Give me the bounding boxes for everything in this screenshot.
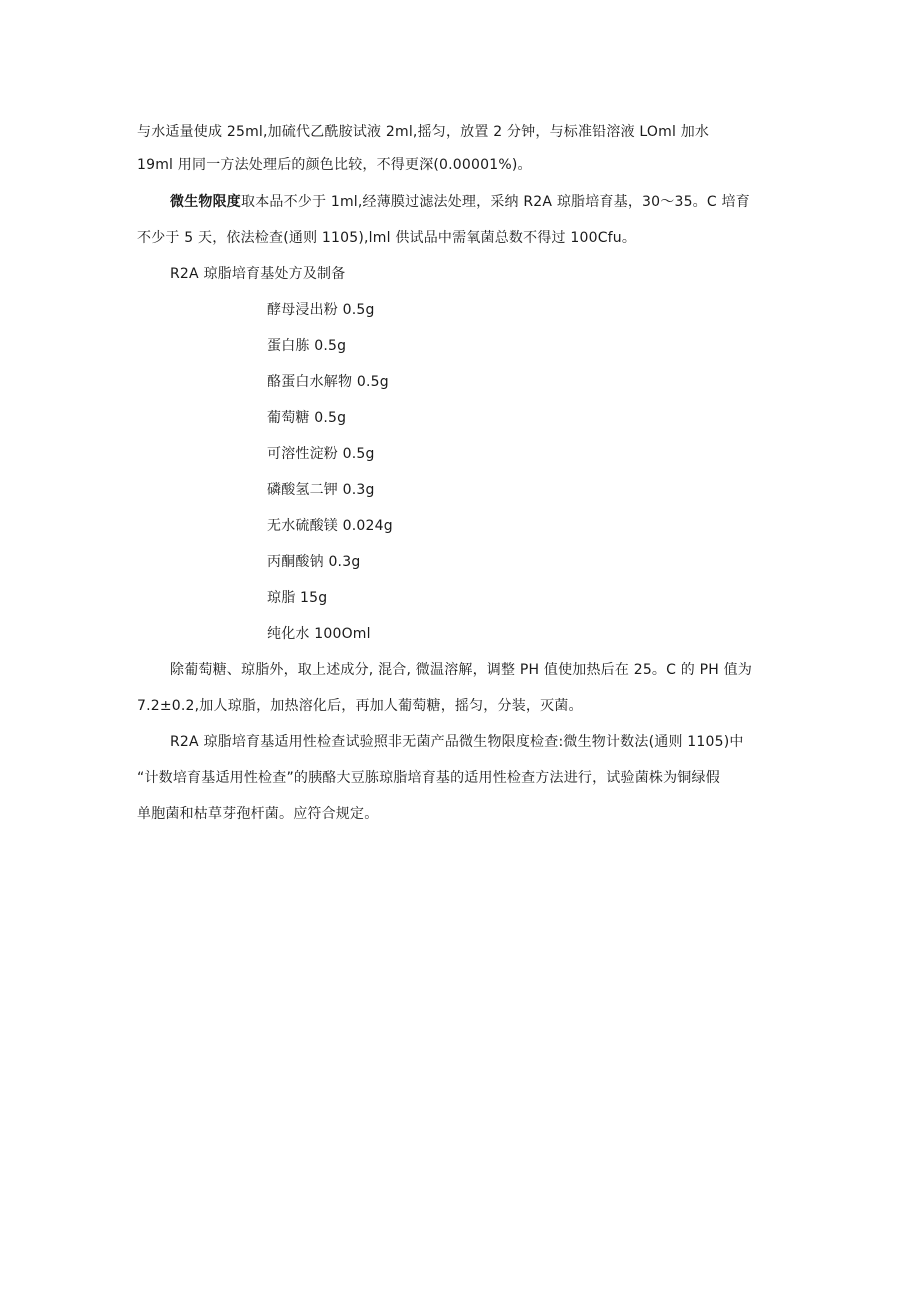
paragraph-1-line-2: 19ml 用同一方法处理后的颜色比较，不得更深(0.00001%)。 [137,157,532,173]
paragraph-2-line-1-text: 取本品不少于 1ml,经薄膜过滤法处理，采纳 R2A 琼脂培育基，30～35。C 培育 [241,194,750,210]
paragraph-4-line-1: R2A 琼脂培育基适用性检查试验照非无菌产品微生物限度检查:微生物计数法(通则 1105)中 [170,734,744,750]
paragraph-4-line-2: “计数培育基适用性检查”的胰酪大豆胨琼脂培育基的适用性检查方法进行，试验菌株为铜绿假 [137,770,720,786]
ingredient-item: 磷酸氢二钾 0.3g [267,482,375,498]
ingredient-item: 无水硫酸镁 0.024g [267,518,393,534]
formula-title: R2A 琼脂培育基处方及制备 [170,266,346,282]
ingredient-item: 蛋白胨 0.5g [267,338,347,354]
ingredient-item: 琼脂 15g [267,590,328,606]
ingredient-item: 酵母浸出粉 0.5g [267,302,375,318]
paragraph-4-line-3: 单胞菌和枯草芽孢杆菌。应符合规定。 [137,806,379,822]
ingredient-item: 丙酮酸钠 0.3g [267,554,361,570]
paragraph-2-line-1 [170,192,750,212]
paragraph-2-line-2: 不少于 5 天，依法检查(通则 1105),lml 供试品中需氧菌总数不得过 100Cfu。 [137,230,637,246]
ingredient-item: 葡萄糖 0.5g [267,410,347,426]
ingredient-item: 纯化水 100Oml [267,626,371,642]
ingredient-item: 酪蛋白水解物 0.5g [267,374,389,390]
paragraph-1-line-1: 与水适量使成 25ml,加硫代乙酰胺试液 2ml,摇匀，放置 2 分钟，与标准铅溶液 LOml 加水 [137,124,710,140]
ingredient-item: 可溶性淀粉 0.5g [267,446,375,462]
microbial-limit-heading: 微生物限度 [170,194,241,210]
paragraph-3-line-1: 除葡萄糖、琼脂外，取上述成分, 混合, 微温溶解，调整 PH 值使加热后在 25。C 的 PH 值为 [170,662,753,678]
paragraph-3-line-2: 7.2±0.2,加人琼脂，加热溶化后，再加人葡萄糖，摇匀，分装，灭菌。 [137,698,583,714]
